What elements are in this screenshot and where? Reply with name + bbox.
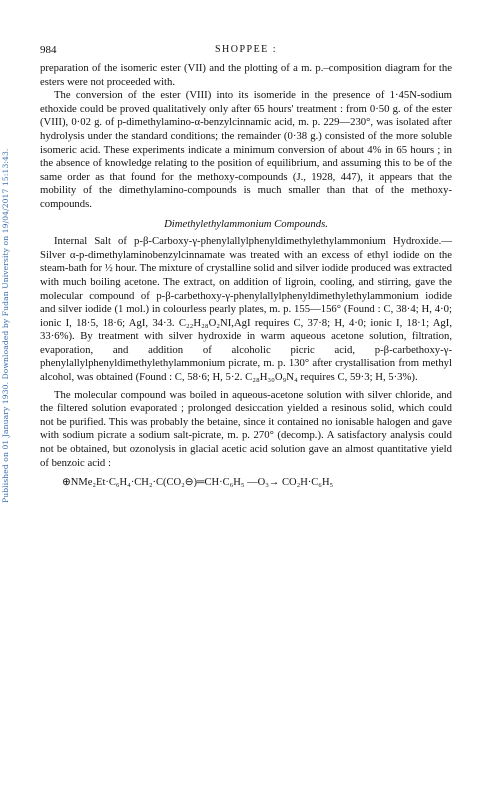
paragraph-2: The conversion of the ester (VIII) into its isomeride in the presence of 1·45N-sodium ethoxide could be proved qualitatively only after 65 hours' treatment : from 0·50 g. of the ester (VIII), 0·02 g. of p-dimethylamino-α-benzylcinnamic acid, m. p. 229—230°, was isolated after hydrolysis under the standard conditions; the remainder (0·38 g.) consisted of the more soluble isomeric acid. These experiments indicate a minimum conversion of about 4% in 65 hours ; in the absence of knowledge relating to the position of equilibrium, and assuming this to be of the same order as that found for the methoxy-compounds (J., 1928, 447), it appears that the mobility of the dimethylamino-compounds is much smaller than that of the methoxy-compounds.: [40, 89, 452, 210]
page-number: 984: [40, 44, 57, 56]
paragraph-1: preparation of the isomeric ester (VII) and the plotting of a m. p.–composition diagram for the esters were not proceeded with.: [40, 62, 452, 88]
body-text: [40, 62, 452, 490]
reaction-formula: ⊕NMe₂Et·C₆H₄·CH₂·C(CO₂⊖)═CH·C₆H₅ —O₃→ CO₂H·C₆H₅: [62, 477, 334, 489]
download-watermark: Published on 01 January 1930. Downloaded by Fudan University on 19/04/2017 15:13:43.: [1, 148, 10, 503]
paragraph-internal-salt: Internal Salt of p-β-Carboxy-γ-phenylallylphenyldimethylethylammonium Hydroxide.—Silver α-p-dimethylaminobenzylcinnamate was treated with an excess of ethyl iodide on the steam-bath for ½ hour. The mixture of crystalline solid and silver iodide produced was extracted with much boiling acetone. The extract, on addition of ligroin, cooling, and stirring, gave the molecular compound of p-β-carbethoxy-γ-phenylallylphenyldimethylethylammonium iodide and silver iodide (1 mol.) in colourless pearly plates, m. p. 155—156° (Found : C, 38·4; H, 4·0; ionic I, 18·5, 18·6; AgI, 34·3. C₂₂H₂₈O₂NI,AgI requires C, 37·8; H, 4·0; ionic I, 18·1; AgI, 33·6%). By treatment with silver hydroxide in warm aqueous acetone solution, filtration, evaporation, and addition of alcoholic picric acid, p-β-carbethoxy-γ-phenylallylphenyldimethylethylammonium picrate, m. p. 130° after crystallisation from methyl alcohol, was obtained (Found : C, 58·6; H, 5·2. C₂₈H₃₀O₉N₄ requires C, 59·3; H, 5·3%).: [40, 235, 452, 384]
paragraph-molecular-compound: The molecular compound was boiled in aqueous-acetone solution with silver chloride, and the filtered solution evaporated ; prolonged desiccation yielded a resinous solid, which could not be purified. This was probably the betaine, since it contained no ionisable halogen and gave with sodium picrate a sodium salt-picrate, m. p. 270° (decomp.). A satisfactory analysis could not be obtained, but ozonolysis in glacial acetic acid solution gave an almost quantitative yield of benzoic acid :: [40, 388, 452, 469]
section-title: Dimethylethylammonium Compounds.: [164, 217, 328, 230]
running-head: SHOPPEE :: [214, 44, 278, 55]
